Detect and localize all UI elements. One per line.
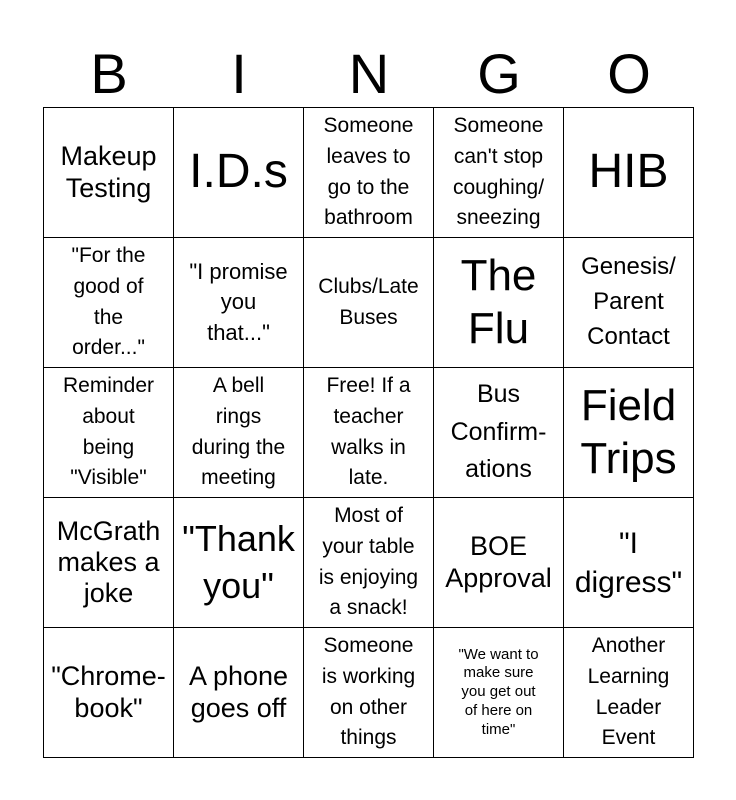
bingo-cell-i2[interactable] [174, 238, 304, 368]
bingo-cell-b2[interactable] [44, 238, 174, 368]
bingo-cell-g2[interactable] [434, 238, 564, 368]
bingo-cell-g3[interactable] [434, 368, 564, 498]
bingo-board [43, 107, 694, 758]
bingo-cell-i3[interactable] [174, 368, 304, 498]
cell-text: HIB [588, 145, 669, 199]
header-letter-i: I [231, 42, 247, 105]
header-letter-n: N [348, 42, 390, 105]
bingo-header [44, 40, 694, 108]
header-letter-b: B [90, 42, 128, 105]
bingo-cell-n4[interactable] [304, 498, 434, 628]
cell-text: "I promise you that..." [189, 258, 288, 345]
cell-text: Someone is working on other things [321, 633, 416, 750]
cell-text: Bus Confirm- ations [450, 380, 547, 484]
cell-text: Someone leaves to go to the bathroom [323, 113, 414, 230]
cell-text: Clubs/Late Buses [318, 274, 419, 329]
bingo-cell-b5[interactable] [44, 628, 174, 758]
bingo-cell-g1[interactable] [434, 108, 564, 238]
cell-text: Genesis/ Parent Contact [581, 253, 676, 350]
bingo-cell-o4[interactable] [564, 498, 694, 628]
cell-text: Most of your table is enjoying a snack! [318, 503, 419, 620]
cell-text: Reminder about being "Visible" [62, 373, 155, 490]
cell-text: Field Trips [580, 380, 677, 483]
bingo-cell-n1[interactable] [304, 108, 434, 238]
bingo-cell-i4[interactable] [174, 498, 304, 628]
cell-text: McGrath makes a joke [56, 515, 161, 609]
cell-text: "For the good of the order..." [71, 243, 146, 360]
cell-text: A bell rings during the meeting [191, 373, 286, 490]
bingo-cell-i1[interactable] [174, 108, 304, 238]
cell-text: The Flu [460, 250, 537, 353]
header-letter-o: O [607, 42, 651, 105]
cell-text: Makeup Testing [60, 141, 157, 203]
cell-text: A phone goes off [188, 661, 289, 723]
bingo-cell-o1[interactable] [564, 108, 694, 238]
bingo-cell-o3[interactable] [564, 368, 694, 498]
cell-text: Free! If a teacher walks in late. [326, 373, 411, 490]
cell-text: "We want to make sure you get out of here on time" [458, 645, 539, 738]
bingo-cell-n5[interactable] [304, 628, 434, 758]
cell-text: Another Learning Leader Event [587, 633, 670, 750]
bingo-cell-b4[interactable] [44, 498, 174, 628]
bingo-cell-o5[interactable] [564, 628, 694, 758]
cell-text: Someone can't stop coughing/ sneezing [452, 113, 545, 230]
bingo-cell-b3[interactable] [44, 368, 174, 498]
cell-text: BOE Approval [445, 531, 552, 593]
bingo-cell-g4[interactable] [434, 498, 564, 628]
bingo-cell-o2[interactable] [564, 238, 694, 368]
bingo-cell-n3[interactable] [304, 368, 434, 498]
bingo-cell-g5[interactable] [434, 628, 564, 758]
header-letter-g: G [477, 42, 521, 105]
bingo-cell-b1[interactable] [44, 108, 174, 238]
bingo-cell-i5[interactable] [174, 628, 304, 758]
cell-text: "I digress" [574, 526, 683, 599]
cell-text: "Thank you" [182, 517, 295, 606]
bingo-cell-n2[interactable] [304, 238, 434, 368]
cell-text: I.D.s [189, 145, 288, 199]
cell-text: "Chrome- book" [51, 661, 166, 723]
